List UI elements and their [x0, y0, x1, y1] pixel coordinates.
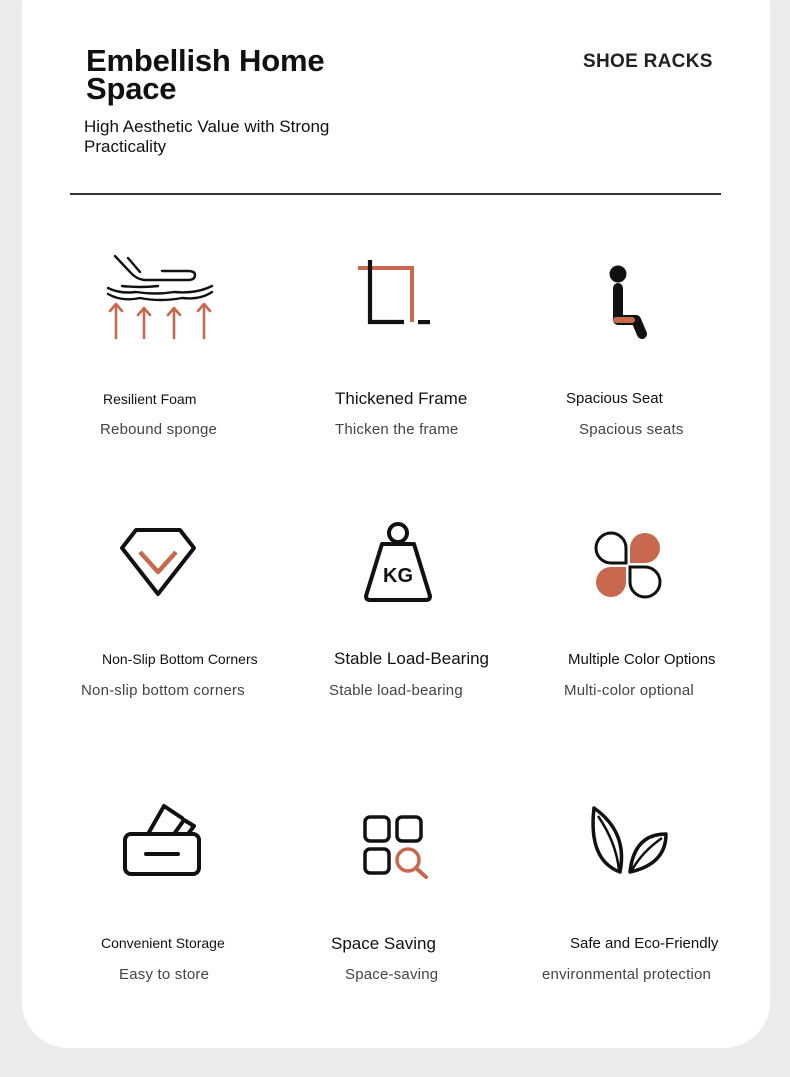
feature-subtitle: Thicken the frame — [335, 421, 459, 438]
feature-subtitle: Multi-color optional — [564, 682, 694, 699]
feature-subtitle: Easy to store — [119, 966, 210, 983]
storage-box-icon — [120, 802, 204, 878]
feature-subtitle: environmental protection — [542, 966, 712, 983]
feature-title: Spacious Seat — [566, 390, 663, 407]
feature-title: Resilient Foam — [103, 391, 197, 407]
feature-title: Safe and Eco-Friendly — [570, 935, 719, 952]
feature-title: Multiple Color Options — [568, 651, 716, 668]
diamond-corner-icon — [118, 526, 198, 600]
feature-title: Non-Slip Bottom Corners — [102, 651, 258, 667]
color-petals-icon — [593, 530, 663, 600]
feature-subtitle: Spacious seats — [579, 421, 684, 438]
kg-weight-icon — [358, 520, 438, 604]
grid-search-icon — [362, 814, 432, 880]
page-subtitle: High Aesthetic Value with Strong Practicality — [84, 117, 330, 156]
page-title: Embellish Home Space — [86, 43, 325, 106]
feature-title: Convenient Storage — [101, 935, 225, 951]
feature-title: Space Saving — [331, 934, 436, 953]
leaves-icon — [586, 802, 672, 876]
seated-person-icon — [606, 264, 650, 340]
frame-icon — [352, 256, 434, 332]
feature-subtitle: Rebound sponge — [100, 421, 218, 438]
feature-subtitle: Non-slip bottom corners — [81, 682, 245, 699]
feature-title: Thickened Frame — [335, 389, 468, 408]
header-divider — [70, 193, 721, 195]
feature-subtitle: Space-saving — [345, 966, 439, 983]
svg-text:KG: KG — [383, 565, 413, 587]
feature-title: Stable Load-Bearing — [334, 649, 490, 668]
hand-foam-icon — [100, 248, 220, 344]
feature-subtitle: Stable load-bearing — [329, 682, 463, 699]
category-label: SHOE RACKS — [583, 51, 713, 72]
